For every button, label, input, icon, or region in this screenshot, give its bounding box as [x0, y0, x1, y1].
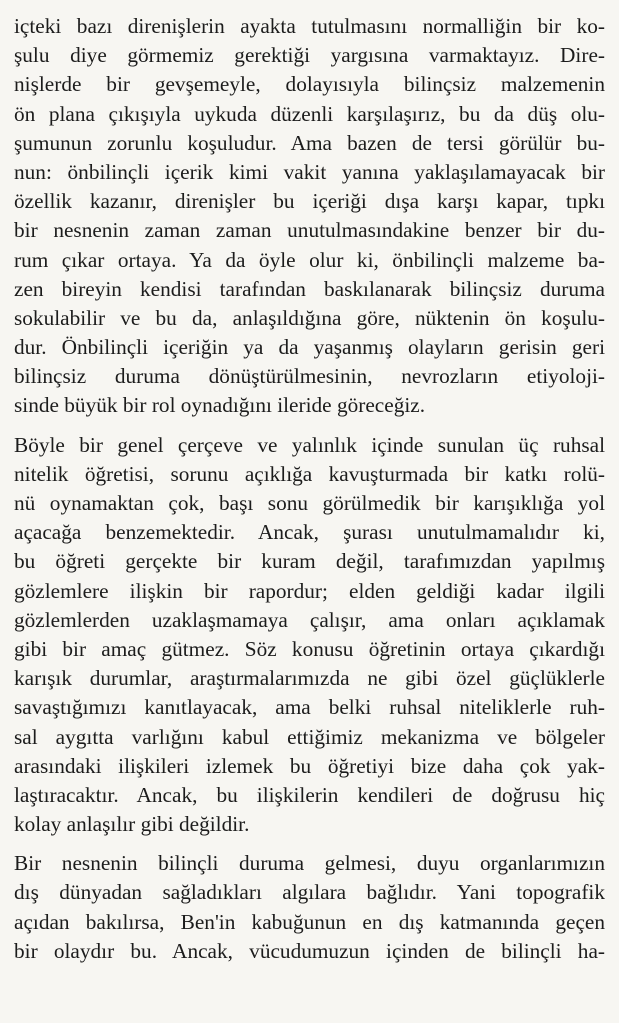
text-line: açıdan bakılırsa, Ben'in kabuğunun en dış katmanında geçen	[14, 909, 605, 934]
text-line: bilinçsiz duruma dönüştürülmesinin, nevrozların etiyoloji-	[14, 364, 605, 389]
text-line: laştıracaktır. Ancak, bu ilişkilerin kendileri de doğrusu hiç	[14, 782, 605, 807]
text-line: savaştığımızı kanıtlayacak, ama belki ruhsal niteliklerle ruh-	[14, 695, 605, 720]
text-line: arasındaki ilişkileri izlemek bu öğretiyi bize daha çok yak-	[14, 753, 605, 778]
paragraph-2	[14, 431, 605, 840]
text-line: nü oynamaktan çok, başı sonu görülmedik bir karışıklığa yol	[14, 491, 605, 515]
text-line: açacağa benzemektedir. Ancak, şurası unutulmamalıdır ki,	[14, 520, 605, 545]
text-line: sal aygıtta varlığını kabul ettiğimiz mekanizma ve bölgeler	[14, 724, 605, 749]
text-line: zen bireyin kendisi tarafından baskılanarak bilinçsiz duruma	[14, 276, 605, 301]
text-line: rum çıkar ortaya. Ya da öyle olur ki, önbilinçli malzeme ba-	[14, 247, 605, 272]
paragraph-1	[14, 12, 605, 421]
text-line: şulu diye görmemiz gerektiği yargısına varmaktayız. Dire-	[14, 43, 605, 68]
text-line: ön plana çıkışıyla uykuda düzenli karşılaşırız, bu da düş olu-	[14, 101, 605, 126]
text-line: sokulabilir ve bu da, anlaşıldığına göre, nüktenin ön koşulu-	[14, 305, 605, 330]
text-line: bir nesnenin zaman zaman unutulmasındakine benzer bir du-	[14, 218, 605, 243]
text-line: kolay anlaşılır gibi değildir.	[14, 812, 250, 837]
text-line: özellik kazanır, direnişler bu içeriği dışa karşı kapar, tıpkı	[14, 189, 605, 214]
text-line: nitelik öğretisi, sorunu açıklığa kavuşturmada bir katkı rolü-	[14, 461, 605, 486]
text-line: gözlemlere ilişkin bir rapordur; elden geldiği kadar ilgili	[14, 578, 605, 603]
text-line: karışık durumlar, araştırmalarımızda ne gibi özel güçlüklerle	[14, 666, 605, 691]
text-line: Bir nesnenin bilinçli duruma gelmesi, duyu organlarımızın	[14, 851, 605, 876]
text-line: nun: önbilinçli içerik kimi vakit yanına yaklaşılamayacak bir	[14, 159, 605, 184]
text-line: sinde büyük bir rol oynadığını ileride göreceğiz.	[14, 393, 426, 418]
text-line: gibi bir amaç gütmez. Söz konusu öğretinin ortaya çıkardığı	[14, 636, 605, 661]
text-line: bir olaydır bu. Ancak, vücudumuzun içinden de bilinçli ha-	[14, 938, 605, 963]
text-line: nişlerde bir gevşemeyle, dolayısıyla bilinçsiz malzemenin	[14, 72, 605, 97]
text-line: şumunun zorunlu koşuludur. Ama bazen de tersi görülür bu-	[14, 130, 605, 155]
text-line: Böyle bir genel çerçeve ve yalınlık içinde sunulan üç ruhsal	[14, 432, 605, 457]
text-line: içteki bazı direnişlerin ayakta tutulmasını normalliğin bir ko-	[14, 14, 605, 38]
text-line: dur. Önbilinçli içeriğin ya da yaşanmış olayların gerisin geri	[14, 335, 605, 360]
text-line: gözlemlerden uzaklaşmamaya çalışır, ama onları açıklamak	[14, 607, 605, 632]
paragraph-3	[14, 849, 605, 966]
text-line: bu öğreti gerçekte bir kuram değil, tarafımızdan yapılmış	[14, 549, 605, 574]
text-line: dış dünyadan sağladıkları algılara bağlıdır. Yani topografik	[14, 880, 605, 905]
